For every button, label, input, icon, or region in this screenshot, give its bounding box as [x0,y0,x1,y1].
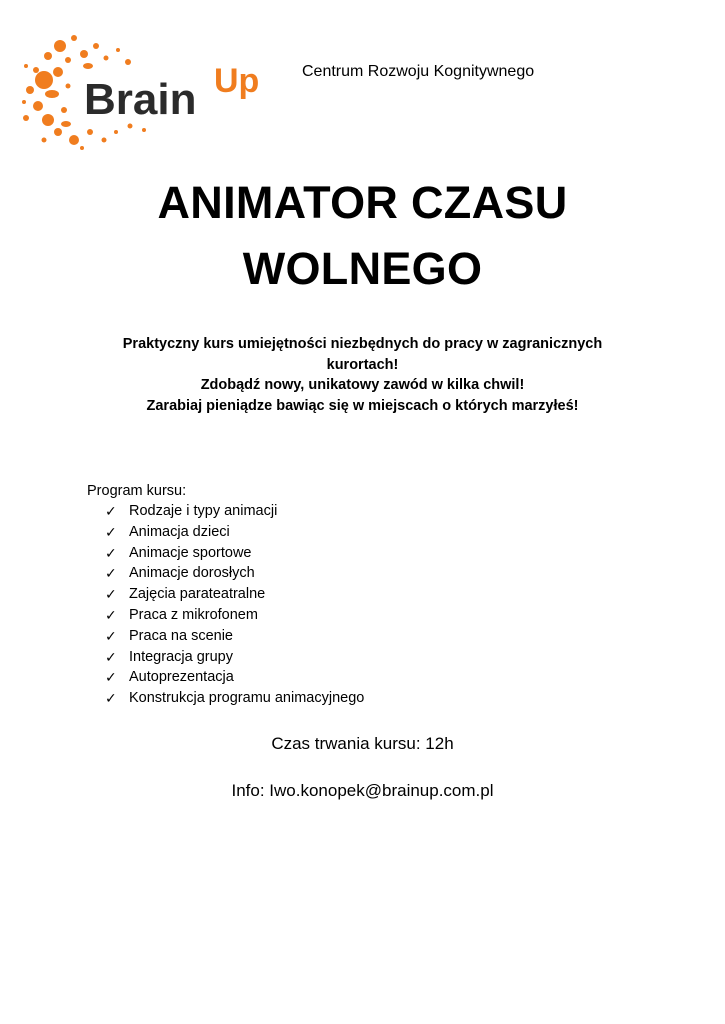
list-item-label: Zajęcia parateatralne [129,586,266,603]
course-duration: Czas trwania kursu: 12h [271,734,454,753]
list-item [105,543,364,564]
list-item [105,522,364,543]
list-item [105,688,364,709]
intro-text [100,334,625,416]
page-title [0,170,725,302]
title-line-1: ANIMATOR CZASU [157,177,568,228]
list-item [105,667,364,688]
program-list [105,501,364,709]
check-icon: ✓ [105,648,117,665]
list-item [105,605,364,626]
check-icon: ✓ [105,586,117,603]
list-item-label: Integracja grupy [129,648,233,665]
check-icon: ✓ [105,523,117,540]
logo-word-up: Up [214,62,260,100]
intro-line-1: Praktyczny kurs umiejętności niezbędnych do pracy w zagranicznych [122,336,603,352]
check-icon: ✓ [105,690,117,707]
list-item-label: Praca na scenie [129,627,233,644]
list-item-label: Konstrukcja programu animacyjnego [129,690,365,707]
intro-line-4: Zarabiaj pieniądze bawiąc się w miejscach o których marzyłeś! [146,397,579,414]
check-icon: ✓ [105,669,117,686]
list-item-label: Animacja dzieci [129,523,230,540]
list-item [105,563,364,584]
intro-line-2: kurortach! [326,356,399,373]
check-icon: ✓ [105,544,117,561]
check-icon: ✓ [105,627,117,644]
program-label: Program kursu: [87,483,187,499]
list-item-label: Animacje sportowe [129,544,252,561]
title-line-2: WOLNEGO [242,243,483,294]
contact-info: Info: Iwo.konopek@brainup.com.pl [231,781,494,800]
brainup-logo [18,28,280,156]
check-icon: ✓ [105,606,117,623]
check-icon: ✓ [105,565,117,582]
list-item-label: Autoprezentacja [129,669,234,686]
list-item [105,501,364,522]
list-item-label: Rodzaje i typy animacji [129,503,278,519]
list-item [105,626,364,647]
organization-name: Centrum Rozwoju Kognitywnego [302,63,535,80]
check-icon: ✓ [105,503,117,519]
list-item-label: Praca z mikrofonem [129,606,258,623]
list-item [105,647,364,668]
logo-word-brain: Brain [84,75,197,124]
intro-line-3: Zdobądź nowy, unikatowy zawód w kilka chwil! [200,377,525,393]
list-item [105,584,364,605]
list-item-label: Animacje dorosłych [129,565,255,582]
